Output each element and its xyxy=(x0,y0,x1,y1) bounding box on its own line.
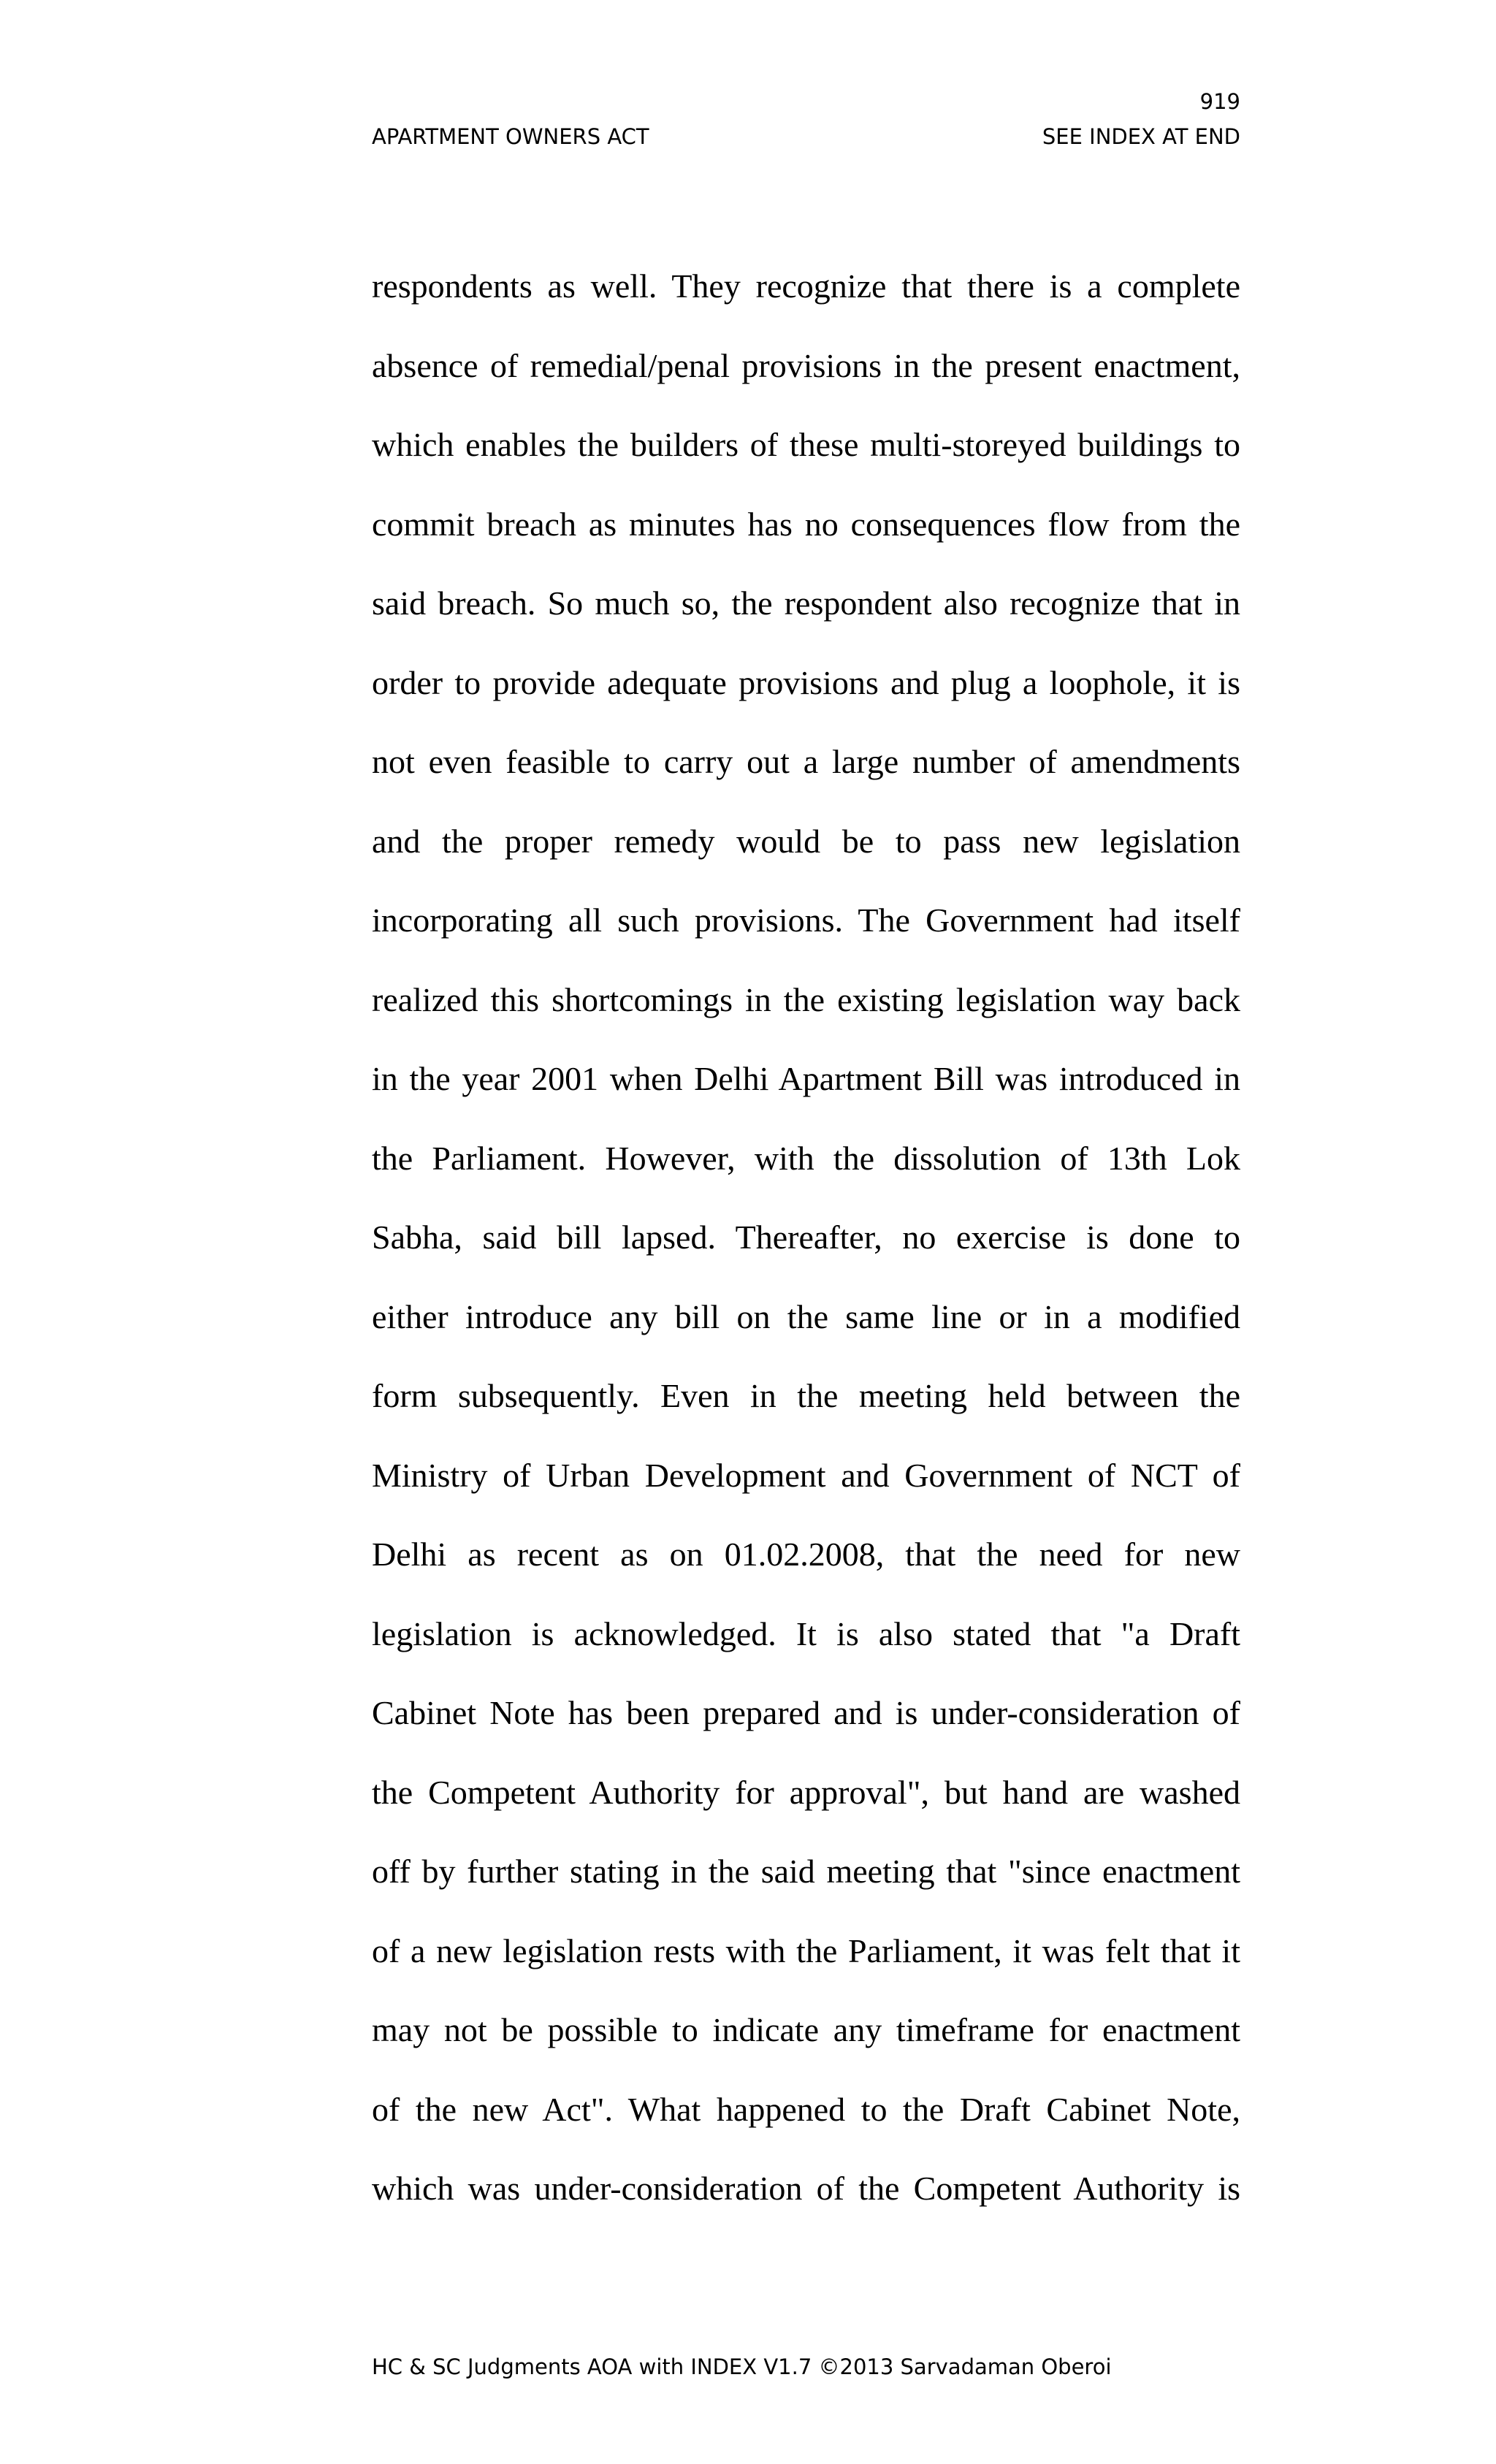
body-line: Delhi as recent as on 01.02.2008, that the need for new xyxy=(372,1536,1240,1573)
body-line: form subsequently. Even in the meeting held between the xyxy=(372,1377,1240,1414)
body-line: either introduce any bill on the same line or in a modified xyxy=(372,1297,1240,1335)
body-line: the Competent Authority for approval", but hand are washed xyxy=(372,1773,1240,1811)
body-line: off by further stating in the said meeting that "since enactment xyxy=(372,1853,1240,1890)
body-line: incorporating all such provisions. The Government had itself xyxy=(372,901,1240,939)
body-line: not even feasible to carry out a large number of amendments xyxy=(372,743,1240,780)
body-line: the Parliament. However, with the dissolution of 13th Lok xyxy=(372,1139,1240,1177)
body-line: may not be possible to indicate any timeframe for enactment xyxy=(372,2011,1240,2048)
body-line: of a new legislation rests with the Parliament, it was felt that it xyxy=(372,1931,1240,1969)
body-line: Ministry of Urban Development and Government of NCT of xyxy=(372,1456,1240,1494)
body-line: and the proper remedy would be to pass new legislation xyxy=(372,822,1240,860)
body-line: legislation is acknowledged. It is also stated that "a Draft xyxy=(372,1614,1240,1652)
body-line: which enables the builders of these multi-storeyed buildings to xyxy=(372,426,1240,463)
body-text xyxy=(372,257,1240,2239)
running-header-index-note: SEE INDEX AT END xyxy=(1042,124,1240,149)
body-line: of the new Act". What happened to the Draft Cabinet Note, xyxy=(372,2090,1240,2128)
page-footer: HC & SC Judgments AOA with INDEX V1.7 ©2013 Sarvadaman Oberoi xyxy=(372,2354,1112,2379)
body-line: absence of remedial/penal provisions in the present enactment, xyxy=(372,346,1240,384)
page-number: 919 xyxy=(1199,89,1240,114)
body-line: said breach. So much so, the respondent also recognize that in xyxy=(372,584,1240,622)
body-line: Sabha, said bill lapsed. Thereafter, no exercise is done to xyxy=(372,1218,1240,1256)
body-line: which was under-consideration of the Competent Authority is xyxy=(372,2170,1240,2207)
body-line: Cabinet Note has been prepared and is under-consideration of xyxy=(372,1694,1240,1731)
running-header-title: APARTMENT OWNERS ACT xyxy=(372,124,649,149)
body-line: order to provide adequate provisions and plug a loophole, it is xyxy=(372,663,1240,701)
body-line: in the year 2001 when Delhi Apartment Bill was introduced in xyxy=(372,1060,1240,1097)
body-line: commit breach as minutes has no consequences flow from the xyxy=(372,505,1240,543)
body-line: realized this shortcomings in the existing legislation way back xyxy=(372,980,1240,1018)
body-line: respondents as well. They recognize that there is a complete xyxy=(372,267,1240,305)
